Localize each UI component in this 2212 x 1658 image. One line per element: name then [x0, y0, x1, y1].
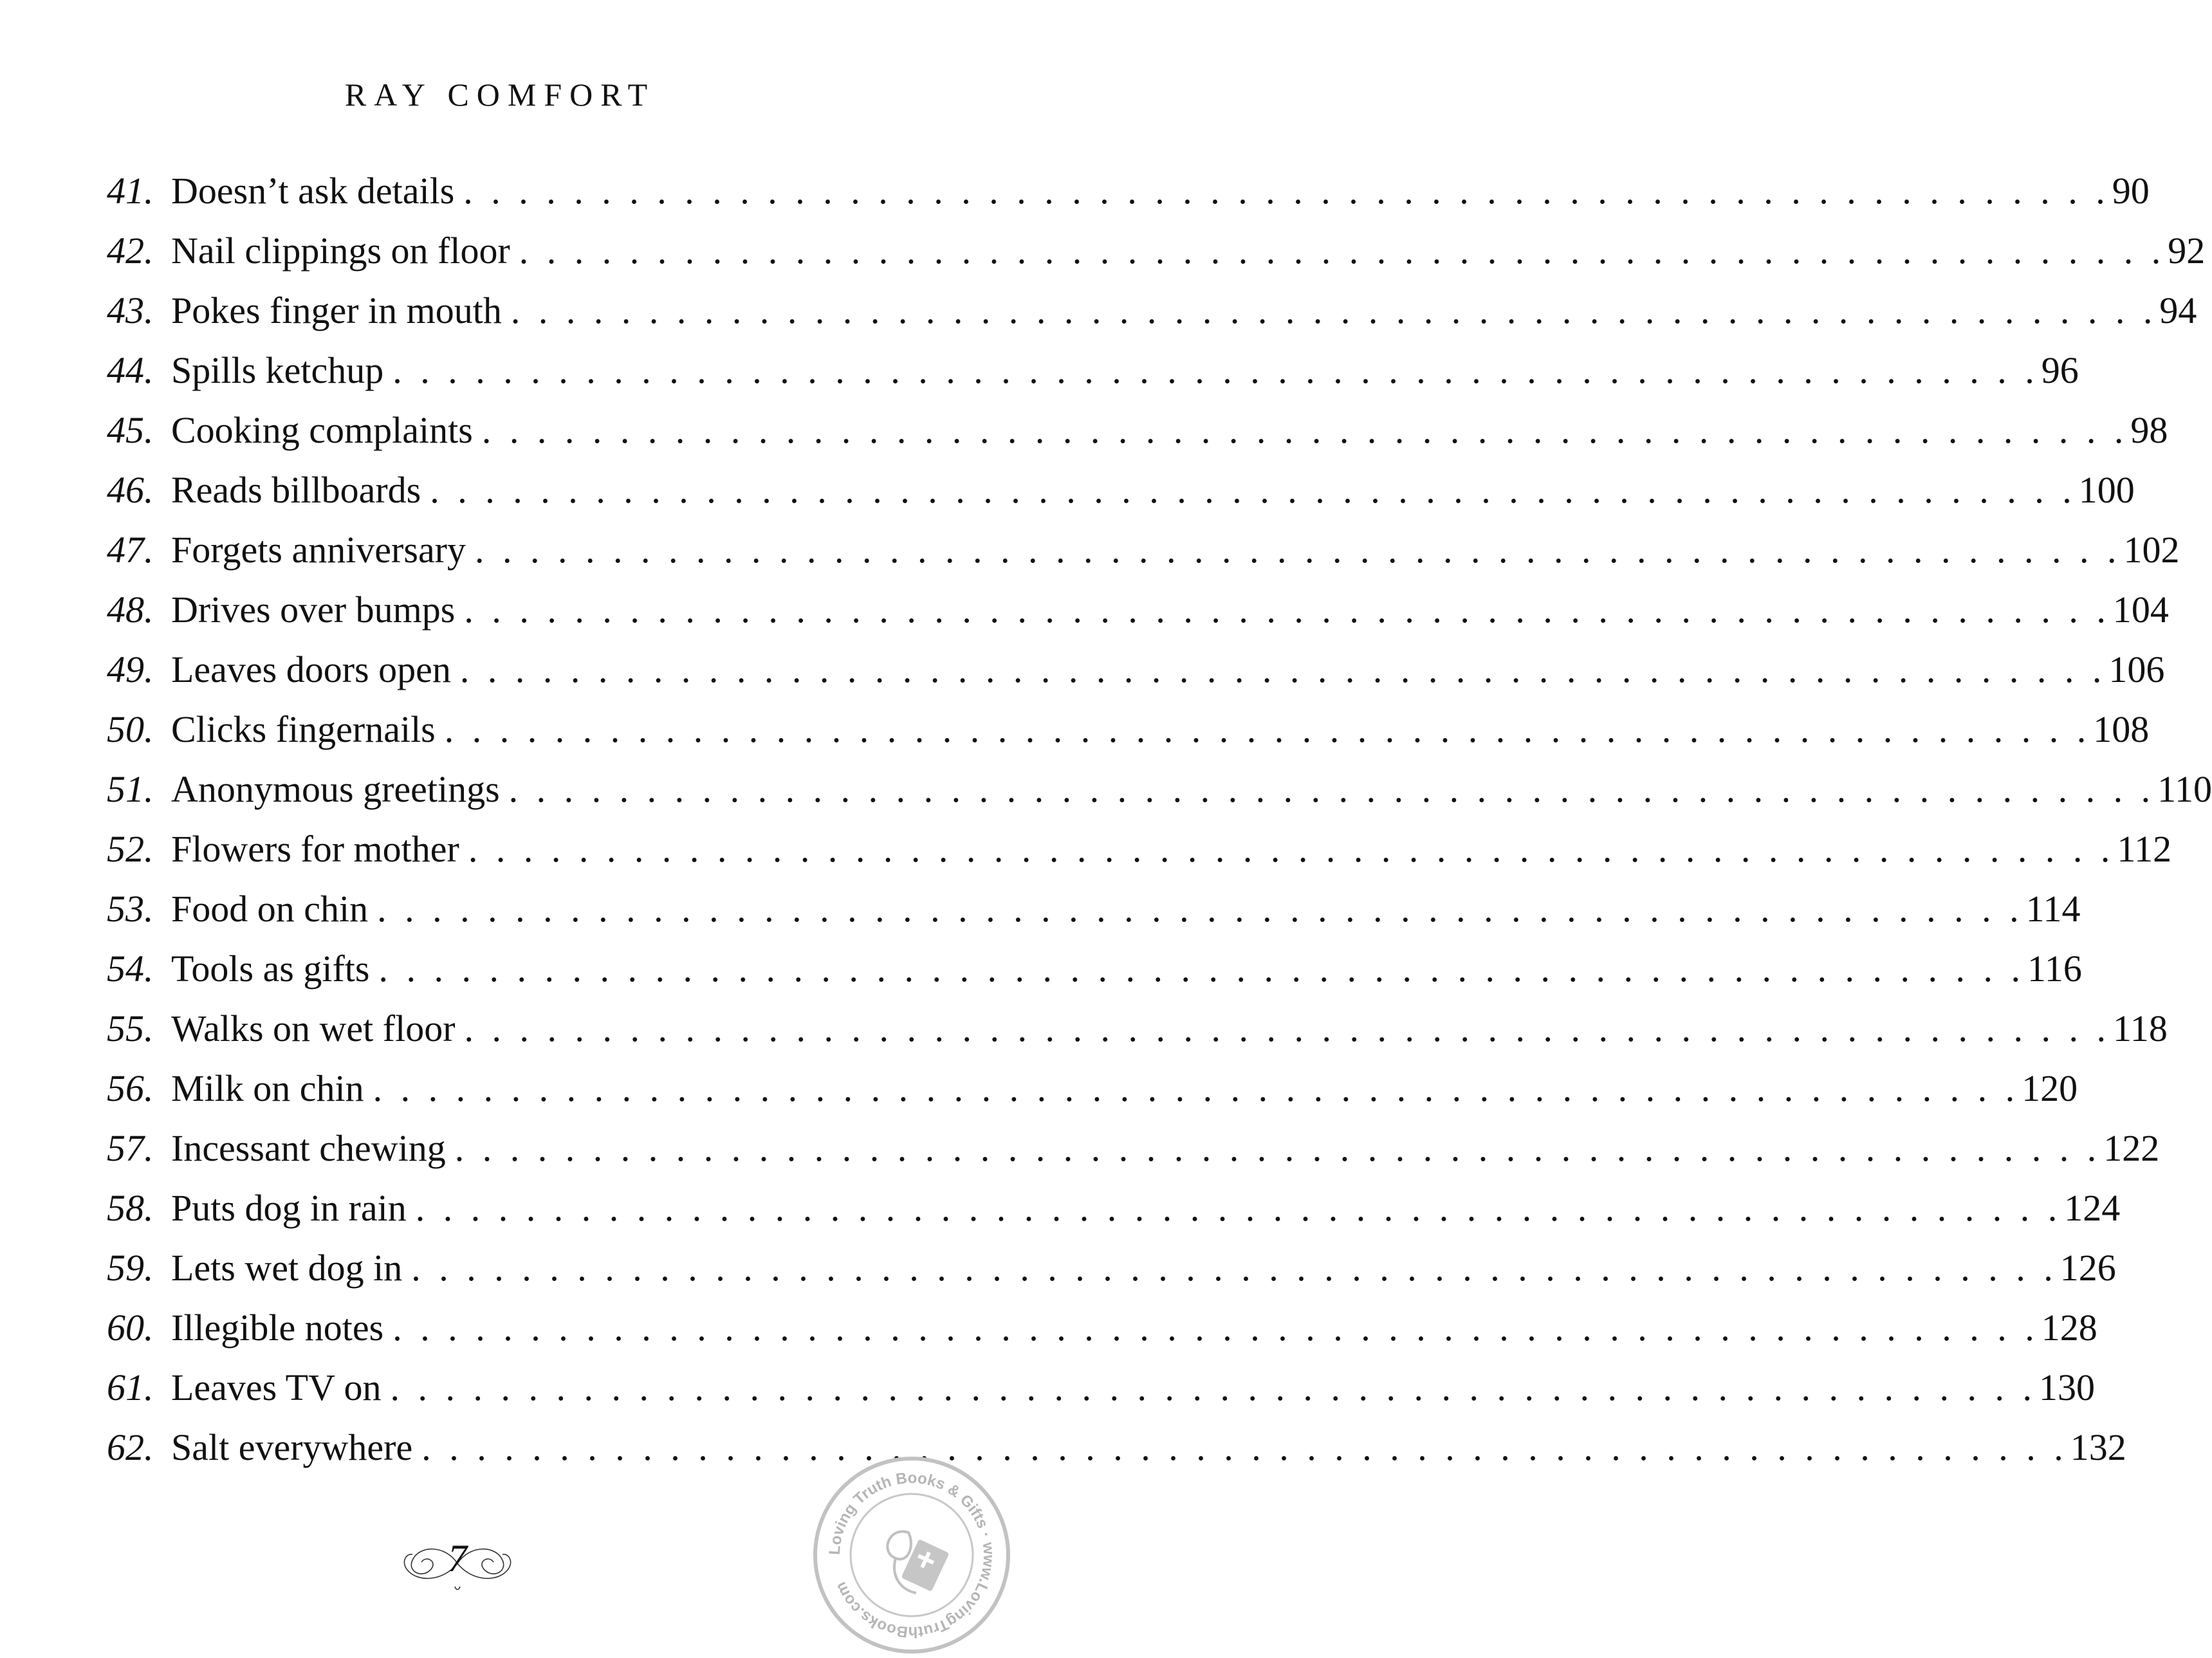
- dot-leader: . . . . . . . . . . . . . . . . . . . . . . . . . . . . . . . . . . . . . . . . . . . . . . . . . . . . . . . . . . . .: [430, 469, 2076, 511]
- toc-entry-page: 118: [2113, 1008, 2168, 1049]
- dot-leader: . . . . . . . . . . . . . . . . . . . . . . . . . . . . . . . . . . . . . . . . . . . . . . . . . . . . . . . . . . . .: [373, 1067, 2020, 1109]
- toc-entry: [107, 939, 2082, 999]
- toc-entry-number: 60.: [107, 1307, 154, 1349]
- toc-entry-title: Forgets anniversary: [171, 529, 466, 571]
- toc-entry: [107, 759, 2212, 819]
- toc-entry-number: 46.: [107, 469, 154, 511]
- toc-entry-title: Reads billboards: [171, 469, 421, 511]
- toc-entry-page: 128: [2041, 1307, 2097, 1349]
- toc-entry-title: Flowers for mother: [171, 828, 459, 870]
- toc-entry-title: Leaves TV on: [171, 1367, 382, 1408]
- toc-entry-title: Spills ketchup: [171, 349, 384, 391]
- toc-entry-title: Tools as gifts: [171, 948, 370, 990]
- toc-entry: [107, 281, 2197, 340]
- toc-entry-page: 122: [2103, 1127, 2160, 1169]
- dot-leader: . . . . . . . . . . . . . . . . . . . . . . . . . . . . . . . . . . . . . . . . . . . . . . . . . . . . . . . . . . . .: [377, 888, 2023, 930]
- toc-entry-title: Clicks fingernails: [171, 708, 436, 750]
- toc-entry-title: Walks on wet floor: [171, 1008, 456, 1049]
- toc-entry-page: 132: [2070, 1426, 2126, 1468]
- toc-entry-number: 43.: [107, 290, 154, 331]
- dot-leader: . . . . . . . . . . . . . . . . . . . . . . . . . . . . . . . . . . . . . . . . . . . . . . . . . . . . . . . . . . . .: [468, 828, 2115, 870]
- page-folio: [393, 1531, 522, 1596]
- toc-entry-number: 49.: [107, 649, 154, 690]
- toc-entry-page: 100: [2078, 469, 2135, 511]
- toc-entry-page: 90: [2112, 170, 2150, 212]
- dot-leader: . . . . . . . . . . . . . . . . . . . . . . . . . . . . . . . . . . . . . . . . . . . . . . . . . . . . . . . . . . . .: [519, 230, 2166, 272]
- toc-entry-page: 120: [2022, 1067, 2078, 1109]
- svg-text:Loving Truth Books & Gifts · w: Loving Truth Books & Gifts · www.LovingTruthBooks.com: [825, 1469, 998, 1641]
- dot-leader: . . . . . . . . . . . . . . . . . . . . . . . . . . . . . . . . . . . . . . . . . . . . . . . . . . . . . . . . . . . .: [421, 1426, 2068, 1468]
- toc-entry-page: 130: [2038, 1367, 2095, 1408]
- toc-entry-number: 54.: [107, 948, 154, 990]
- toc-entry: [107, 580, 2169, 640]
- toc-entry-number: 48.: [107, 589, 154, 631]
- running-head: RAY COMFORT: [344, 77, 656, 113]
- dot-leader: . . . . . . . . . . . . . . . . . . . . . . . . . . . . . . . . . . . . . . . . . . . . . . . . . . . . . . . . . . . .: [392, 349, 2039, 391]
- toc-entry-number: 61.: [107, 1367, 154, 1408]
- toc-entry: [107, 640, 2165, 699]
- toc-entry-title: Pokes finger in mouth: [171, 290, 502, 331]
- toc-entry-title: Nail clippings on floor: [171, 230, 510, 272]
- toc-entry-page: 116: [2027, 948, 2082, 990]
- toc-entry-number: 42.: [107, 230, 154, 272]
- toc-entry-page: 102: [2123, 529, 2180, 571]
- toc-entry-page: 114: [2025, 888, 2081, 930]
- toc-entry-number: 47.: [107, 529, 154, 571]
- dot-leader: . . . . . . . . . . . . . . . . . . . . . . . . . . . . . . . . . . . . . . . . . . . . . . . . . . . . . . . . . . . .: [481, 409, 2128, 451]
- toc-entry: [107, 1358, 2095, 1417]
- toc-entry-title: Illegible notes: [171, 1307, 384, 1349]
- dot-leader: . . . . . . . . . . . . . . . . . . . . . . . . . . . . . . . . . . . . . . . . . . . . . . . . . . . . . . . . . . . .: [508, 768, 2155, 810]
- toc-entry-page: 92: [2168, 230, 2206, 272]
- toc-entry: [107, 400, 2168, 460]
- toc-entry-page: 126: [2060, 1247, 2116, 1289]
- dot-leader: . . . . . . . . . . . . . . . . . . . . . . . . . . . . . . . . . . . . . . . . . . . . . . . . . . . . . . . . . . . .: [510, 290, 2157, 331]
- dot-leader: . . . . . . . . . . . . . . . . . . . . . . . . . . . . . . . . . . . . . . . . . . . . . . . . . . . . . . . . . . . .: [464, 589, 2110, 631]
- toc-entry: [107, 161, 2150, 221]
- toc-entry-number: 56.: [107, 1067, 154, 1109]
- toc-entry: [107, 1238, 2116, 1298]
- toc-entry-title: Lets wet dog in: [171, 1247, 403, 1289]
- dot-leader: . . . . . . . . . . . . . . . . . . . . . . . . . . . . . . . . . . . . . . . . . . . . . . . . . . . . . . . . . . . .: [392, 1307, 2039, 1349]
- toc-entry-title: Puts dog in rain: [171, 1187, 407, 1229]
- toc-entry-title: Anonymous greetings: [171, 768, 500, 810]
- toc-entry-page: 110: [2157, 768, 2212, 810]
- toc-entry: [107, 879, 2081, 939]
- toc-entry: [107, 1178, 2121, 1238]
- dot-leader: . . . . . . . . . . . . . . . . . . . . . . . . . . . . . . . . . . . . . . . . . . . . . . . . . . . . . . . . . . . .: [411, 1247, 2058, 1289]
- toc-entry-page: 104: [2112, 589, 2169, 631]
- toc-entry: [107, 520, 2180, 580]
- toc-entry: [107, 819, 2172, 879]
- toc-entry-number: 62.: [107, 1426, 154, 1468]
- toc-entry-title: Food on chin: [171, 888, 369, 930]
- watermark-stamp: [812, 1455, 998, 1647]
- toc-entry-title: Incessant chewing: [171, 1127, 446, 1169]
- toc-entry-title: Salt everywhere: [171, 1426, 413, 1468]
- toc-entry-number: 52.: [107, 828, 154, 870]
- toc-entry: [107, 1058, 2078, 1118]
- toc-entry: [107, 1298, 2097, 1358]
- dot-leader: . . . . . . . . . . . . . . . . . . . . . . . . . . . . . . . . . . . . . . . . . . . . . . . . . . . . . . . . . . . .: [463, 170, 2110, 212]
- toc-entry-number: 59.: [107, 1247, 154, 1289]
- page-number: 7: [448, 1537, 467, 1580]
- toc-entry-page: 98: [2130, 409, 2168, 451]
- bible-ribbon-icon: [887, 1531, 949, 1593]
- toc-entry-title: Leaves doors open: [171, 649, 451, 690]
- toc-entry-title: Doesn’t ask details: [171, 170, 455, 212]
- toc-entry-number: 41.: [107, 170, 154, 212]
- toc-entry-number: 58.: [107, 1187, 154, 1229]
- toc-entry: [107, 699, 2150, 759]
- dot-leader: . . . . . . . . . . . . . . . . . . . . . . . . . . . . . . . . . . . . . . . . . . . . . . . . . . . . . . . . . . . .: [454, 1127, 2101, 1169]
- dot-leader: . . . . . . . . . . . . . . . . . . . . . . . . . . . . . . . . . . . . . . . . . . . . . . . . . . . . . . . . . . . .: [475, 529, 2121, 571]
- toc-entry-number: 51.: [107, 768, 154, 810]
- toc-entry-number: 44.: [107, 349, 154, 391]
- toc-entry-page: 112: [2117, 828, 2172, 870]
- dot-leader: . . . . . . . . . . . . . . . . . . . . . . . . . . . . . . . . . . . . . . . . . . . . . . . . . . . . . . . . . . . .: [378, 948, 2025, 990]
- toc-entry: [107, 999, 2168, 1058]
- toc-entry-title: Milk on chin: [171, 1067, 364, 1109]
- toc-entry-page: 96: [2041, 349, 2079, 391]
- toc-entry-number: 53.: [107, 888, 154, 930]
- dot-leader: . . . . . . . . . . . . . . . . . . . . . . . . . . . . . . . . . . . . . . . . . . . . . . . . . . . . . . . . . . . .: [459, 649, 2106, 690]
- dot-leader: . . . . . . . . . . . . . . . . . . . . . . . . . . . . . . . . . . . . . . . . . . . . . . . . . . . . . . . . . . . .: [415, 1187, 2062, 1229]
- toc-entry: [107, 340, 2079, 400]
- dot-leader: . . . . . . . . . . . . . . . . . . . . . . . . . . . . . . . . . . . . . . . . . . . . . . . . . . . . . . . . . . . .: [444, 708, 2091, 750]
- toc-entry: [107, 460, 2135, 520]
- toc-entry-page: 94: [2159, 290, 2197, 331]
- toc-entry-title: Drives over bumps: [171, 589, 456, 631]
- toc-entry-number: 57.: [107, 1127, 154, 1169]
- toc-entry: [107, 1118, 2160, 1178]
- toc-entry: [107, 1417, 2126, 1477]
- toc-entry-number: 55.: [107, 1008, 154, 1049]
- toc-entry-number: 45.: [107, 409, 154, 451]
- toc-entry: [107, 221, 2206, 281]
- toc-entry-page: 124: [2064, 1187, 2121, 1229]
- dot-leader: . . . . . . . . . . . . . . . . . . . . . . . . . . . . . . . . . . . . . . . . . . . . . . . . . . . . . . . . . . . .: [464, 1008, 2111, 1049]
- watermark-seal: [812, 1455, 1011, 1655]
- toc-entry-number: 50.: [107, 708, 154, 750]
- toc-entry-page: 108: [2093, 708, 2150, 750]
- toc-entry-page: 106: [2108, 649, 2165, 690]
- table-of-contents: [107, 161, 2212, 1477]
- toc-entry-title: Cooking complaints: [171, 409, 473, 451]
- dot-leader: . . . . . . . . . . . . . . . . . . . . . . . . . . . . . . . . . . . . . . . . . . . . . . . . . . . . . . . . . . . .: [390, 1367, 2036, 1408]
